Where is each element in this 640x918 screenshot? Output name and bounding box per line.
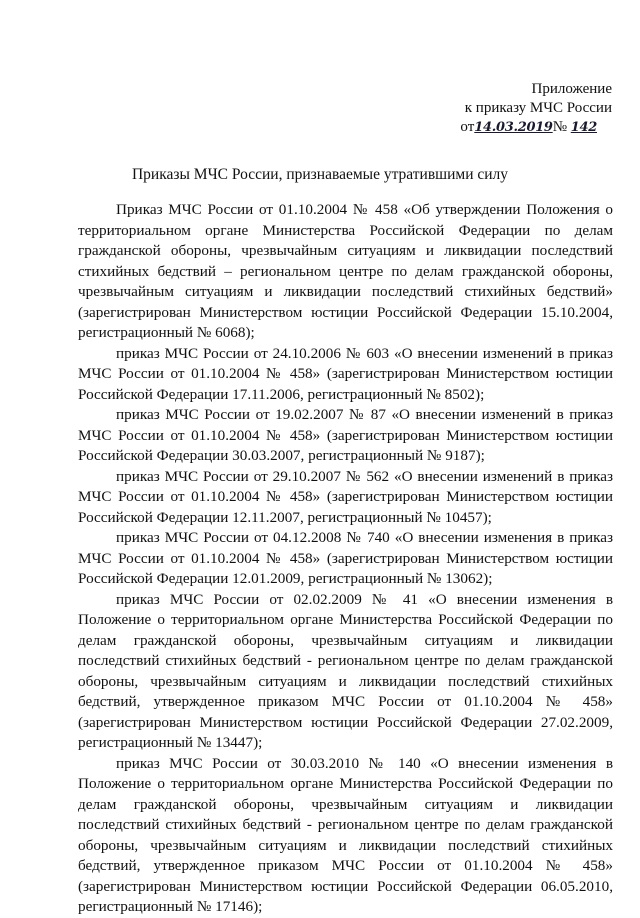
paragraph-order-603: приказ МЧС России от 24.10.2006 № 603 «О внесении изменений в приказ МЧС России от 01.10.2004 № 458» (зарегистрирован Министерством юстиции Российской Федерации 17.11.2006, регистрационный № 8502); bbox=[78, 344, 613, 403]
document-title: Приказы МЧС России, признаваемые утратившими силу bbox=[131, 166, 509, 183]
paragraph-order-41: приказ МЧС России от 02.02.2009 № 41 «О внесении изменения в Положение о территориальном органе Министерства Российской Федерации по делам гражданской обороны, чрезвычайным ситуациям и ликвидации последствий стихийных бедствий - региональном центре по делам гражданской обороны, чрезвычайным ситуациям и ликвидации последствий стихийных бедствий, утвержденное приказом МЧС России от 01.10.2004 № 458» (зарегистрирован Министерством юстиции Российской Федерации 27.02.2009, регистрационный № 13447); bbox=[78, 590, 613, 751]
appendix-date-line bbox=[412, 118, 612, 137]
paragraph-order-740: приказ МЧС России от 04.12.2008 № 740 «О внесении изменения в приказ МЧС России от 01.10.2004 № 458» (зарегистрирован Министерством юстиции Российской Федерации 12.01.2009, регистрационный № 13062); bbox=[78, 529, 613, 587]
appendix-label: Приложение bbox=[531, 81, 612, 97]
document-body bbox=[78, 200, 613, 918]
paragraph-order-458: Приказ МЧС России от 01.10.2004 № 458 «Об утверждении Положения о территориальном органе Министерства Российской Федерации по делам гражданской обороны, чрезвычайным ситуациям и ликвидации последствий стихийных бедствий – региональном центре по делам гражданской обороны, чрезвычайным ситуациям и ликвидации последствий стихийных бедствий» (зарегистрирован Министерством юстиции Российской Федерации 15.10.2004, регистрационный № 6068); bbox=[78, 201, 613, 341]
paragraph-order-140: приказ МЧС России от 30.03.2010 № 140 «О внесении изменения в Положение о территориальном органе Министерства Российской Федерации по делам гражданской обороны, чрезвычайным ситуациям и ликвидации последствий стихийных бедствий - региональном центре по делам гражданской обороны, чрезвычайным ситуациям и ликвидации последствий стихийных бедствий, утвержденное приказом МЧС России от 01.10.2004 № 458» (зарегистрирован Министерством юстиции Российской Федерации 06.05.2010, регистрационный № 17146); bbox=[78, 754, 613, 915]
paragraph-order-562: приказ МЧС России от 29.10.2007 № 562 «О внесении изменений в приказ МЧС России от 01.10.2004 № 458» (зарегистрирован Министерством юстиции Российской Федерации 12.11.2007, регистрационный № 10457); bbox=[78, 467, 613, 526]
number-sign: № bbox=[552, 119, 567, 135]
handwritten-number: 142 bbox=[570, 120, 597, 135]
paragraph-order-87: приказ МЧС России от 19.02.2007 № 87 «О внесении изменений в приказ МЧС России от 01.10.2004 № 458» (зарегистрирован Министерством юстиции Российской Федерации 30.03.2007, регистрационный № 9187); bbox=[78, 406, 613, 464]
appendix-header bbox=[412, 80, 612, 137]
appendix-date-prefix: от bbox=[460, 119, 475, 135]
appendix-order-ref: к приказу МЧС России bbox=[464, 100, 612, 116]
handwritten-date: 14.03.2019 bbox=[474, 120, 553, 135]
